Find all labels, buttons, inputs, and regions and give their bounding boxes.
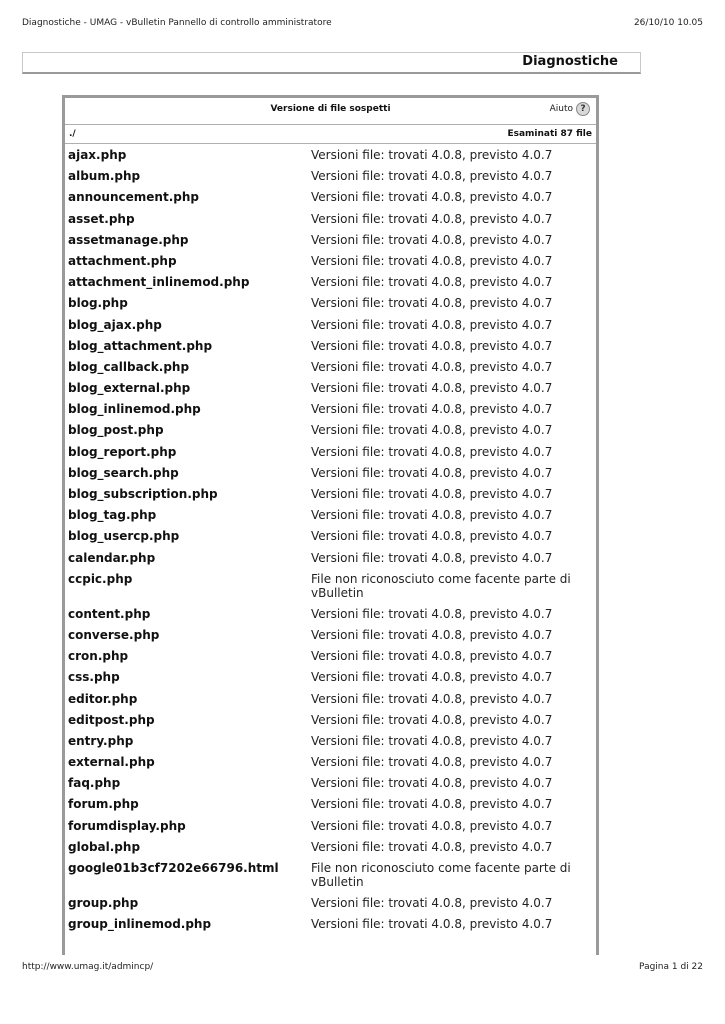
print-footer-url: http://www.umag.it/admincp/ [22, 962, 154, 972]
file-name: blog_external.php [68, 381, 191, 396]
table-row [65, 146, 596, 167]
file-name: blog_ajax.php [68, 317, 162, 332]
table-row [65, 570, 596, 605]
table-row [65, 732, 596, 753]
file-status: Versioni file: trovati 4.0.8, previsto 4.0.7 [311, 338, 553, 353]
table-row [65, 527, 596, 548]
file-status: Versioni file: trovati 4.0.8, previsto 4.0.7 [311, 232, 553, 247]
file-status: File non riconosciuto come facente parte di vBulletin [311, 571, 571, 600]
table-row [65, 668, 596, 689]
print-header [22, 18, 703, 32]
file-status: Versioni file: trovati 4.0.8, previsto 4.0.7 [311, 896, 553, 910]
file-status: Versioni file: trovati 4.0.8, previsto 4.0.7 [311, 691, 553, 706]
print-footer [22, 962, 703, 976]
examined-count: Esaminati 87 file [507, 129, 592, 139]
file-name: cron.php [68, 649, 129, 664]
file-name: content.php [68, 606, 151, 621]
file-name: global.php [68, 839, 141, 854]
file-status: Versioni file: trovati 4.0.8, previsto 4.0.7 [311, 755, 553, 770]
file-status: Versioni file: trovati 4.0.8, previsto 4.0.7 [311, 550, 553, 565]
file-name: attachment.php [68, 253, 177, 268]
file-status: Versioni file: trovati 4.0.8, previsto 4.0.7 [311, 317, 553, 332]
file-status: Versioni file: trovati 4.0.8, previsto 4.0.7 [311, 253, 553, 268]
table-row [65, 210, 596, 231]
table-row [65, 316, 596, 337]
file-name: group.php [68, 896, 139, 910]
table-row [65, 231, 596, 252]
suspect-files-table [62, 95, 599, 955]
file-status: Versioni file: trovati 4.0.8, previsto 4.0.7 [311, 529, 553, 544]
directory-label: ./ [69, 129, 76, 139]
table-row [65, 711, 596, 732]
file-name: blog_callback.php [68, 359, 190, 374]
file-name: editor.php [68, 691, 138, 706]
file-list [65, 144, 596, 936]
file-status: Versioni file: trovati 4.0.8, previsto 4.0.7 [311, 402, 553, 417]
file-name: asset.php [68, 211, 135, 226]
file-name: faq.php [68, 776, 121, 791]
table-row [65, 859, 596, 894]
file-name: blog_usercp.php [68, 529, 180, 544]
table-row [65, 753, 596, 774]
table-row [65, 838, 596, 859]
file-status: Versioni file: trovati 4.0.8, previsto 4.0.7 [311, 797, 553, 812]
file-name: ajax.php [68, 148, 127, 162]
table-row [65, 506, 596, 527]
table-row [65, 774, 596, 795]
file-name: attachment_inlinemod.php [68, 275, 250, 290]
file-name: forum.php [68, 797, 139, 812]
file-status: Versioni file: trovati 4.0.8, previsto 4.0.7 [311, 148, 553, 162]
table-row [65, 167, 596, 188]
table-row [65, 379, 596, 400]
file-name: google01b3cf7202e66796.html [68, 861, 279, 875]
table-row [65, 188, 596, 209]
table-row [65, 273, 596, 294]
table-row [65, 690, 596, 711]
file-name: blog_attachment.php [68, 338, 213, 353]
help-label[interactable]: Aiuto [549, 104, 573, 114]
table-row [65, 443, 596, 464]
file-status: Versioni file: trovati 4.0.8, previsto 4.0.7 [311, 712, 553, 727]
file-name: calendar.php [68, 550, 156, 565]
print-header-datetime: 26/10/10 10.05 [633, 18, 703, 28]
file-status: Versioni file: trovati 4.0.8, previsto 4.0.7 [311, 275, 553, 290]
file-name: forumdisplay.php [68, 818, 186, 833]
file-status: Versioni file: trovati 4.0.8, previsto 4.0.7 [311, 381, 553, 396]
file-status: Versioni file: trovati 4.0.8, previsto 4.0.7 [311, 444, 553, 459]
file-status: Versioni file: trovati 4.0.8, previsto 4.0.7 [311, 627, 553, 642]
table-row [65, 485, 596, 506]
help-icon[interactable]: ? [576, 102, 590, 116]
file-name: editpost.php [68, 712, 155, 727]
print-footer-page: Pagina 1 di 22 [639, 962, 703, 972]
table-row [65, 915, 596, 936]
table-row [65, 400, 596, 421]
table-row [65, 252, 596, 273]
file-status: File non riconosciuto come facente parte di vBulletin [311, 861, 571, 889]
table-row [65, 337, 596, 358]
file-name: album.php [68, 169, 141, 184]
table-row [65, 894, 596, 915]
file-status: Versioni file: trovati 4.0.8, previsto 4.0.7 [311, 649, 553, 664]
file-name: blog_inlinemod.php [68, 402, 201, 417]
table-row [65, 549, 596, 570]
file-status: Versioni file: trovati 4.0.8, previsto 4.0.7 [311, 818, 553, 833]
file-name: blog_report.php [68, 444, 177, 459]
file-status: Versioni file: trovati 4.0.8, previsto 4.0.7 [311, 359, 553, 374]
table-caption: Versione di file sospetti [270, 104, 391, 114]
file-name: announcement.php [68, 190, 199, 205]
file-status: Versioni file: trovati 4.0.8, previsto 4.0.7 [311, 776, 553, 791]
file-name: blog_subscription.php [68, 487, 218, 501]
file-name: blog_search.php [68, 465, 179, 480]
file-status: Versioni file: trovati 4.0.8, previsto 4.0.7 [311, 606, 553, 621]
file-status: Versioni file: trovati 4.0.8, previsto 4.0.7 [311, 465, 553, 480]
file-status: Versioni file: trovati 4.0.8, previsto 4.0.7 [311, 670, 553, 685]
file-name: assetmanage.php [68, 232, 189, 247]
file-name: converse.php [68, 627, 160, 642]
table-row [65, 795, 596, 816]
file-name: css.php [68, 670, 120, 685]
table-row [65, 647, 596, 668]
table-row [65, 464, 596, 485]
table-row [65, 626, 596, 647]
page-title: Diagnostiche [522, 54, 618, 69]
file-status: Versioni file: trovati 4.0.8, previsto 4.0.7 [311, 211, 553, 226]
table-row [65, 421, 596, 442]
file-status: Versioni file: trovati 4.0.8, previsto 4.0.7 [311, 296, 553, 311]
table-row [65, 605, 596, 626]
file-name: entry.php [68, 733, 134, 748]
file-status: Versioni file: trovati 4.0.8, previsto 4.0.7 [311, 508, 553, 523]
table-subheader [65, 125, 596, 144]
table-header [65, 98, 596, 125]
page-title-bar [22, 52, 641, 74]
print-header-title: Diagnostiche - UMAG - vBulletin Pannello di controllo amministratore [22, 18, 332, 28]
table-row [65, 358, 596, 379]
file-status: Versioni file: trovati 4.0.8, previsto 4.0.7 [311, 423, 553, 438]
table-row [65, 294, 596, 315]
file-name: blog.php [68, 296, 128, 311]
file-status: Versioni file: trovati 4.0.8, previsto 4.0.7 [311, 839, 553, 854]
file-status: Versioni file: trovati 4.0.8, previsto 4.0.7 [311, 487, 553, 501]
file-name: blog_post.php [68, 423, 164, 438]
help-button[interactable] [550, 102, 590, 116]
file-name: ccpic.php [68, 571, 133, 586]
file-status: Versioni file: trovati 4.0.8, previsto 4.0.7 [311, 169, 553, 184]
file-name: external.php [68, 755, 155, 770]
file-name: group_inlinemod.php [68, 917, 212, 932]
file-name: blog_tag.php [68, 508, 157, 523]
file-status: Versioni file: trovati 4.0.8, previsto 4.0.7 [311, 190, 553, 205]
file-status: Versioni file: trovati 4.0.8, previsto 4.0.7 [311, 917, 553, 932]
file-status: Versioni file: trovati 4.0.8, previsto 4.0.7 [311, 733, 553, 748]
table-row [65, 817, 596, 838]
